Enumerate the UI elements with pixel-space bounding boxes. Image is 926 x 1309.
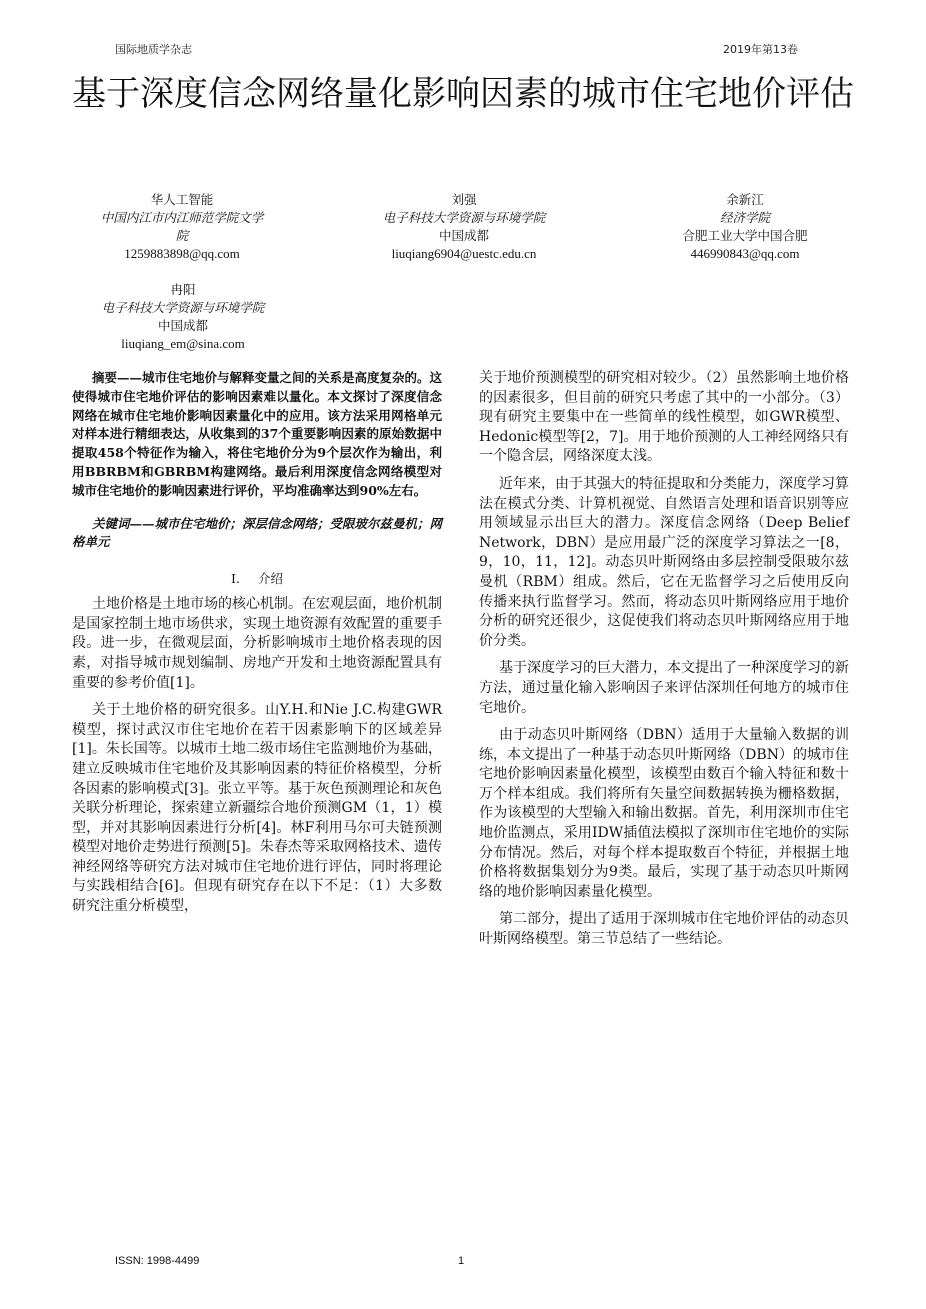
body-paragraph: 第二部分，提出了适用于深圳城市住宅地价评估的动态贝叶斯网络模型。第三节总结了一些结论。 bbox=[479, 911, 849, 948]
author-email: 446990843@qq.com bbox=[690, 246, 800, 261]
author-affiliation: 经济学院 bbox=[719, 210, 770, 225]
author-location: 合肥工业大学中国合肥 bbox=[682, 228, 808, 243]
journal-issue: 2019年第13卷 bbox=[723, 43, 798, 56]
section-number: I. bbox=[231, 571, 240, 587]
body-paragraph: 基于深度学习的巨大潜力，本文提出了一种深度学习的新方法，通过量化输入影响因子来评估深圳任何地方的城市住宅地价。 bbox=[479, 660, 849, 716]
body-paragraph: 近年来，由于其强大的特征提取和分类能力，深度学习算法在模式分类、计算机视觉、自然语言处理和语音识别等应用领域显示出巨大的潜力。深度信念网络（Deep Belief Network，DBN）是应用最广泛的深度学习算法之一[8，9，10，11，12]。动态贝叶斯网络由多层控制受限玻尔兹曼机（RBM）组成。然后，它在无监督学习之后使用反向传播来执行监督学习。然而，将动态贝叶斯网络应用于地价分析的研究还很少，这促使我们将动态贝叶斯网络应用于地价分类。 bbox=[479, 475, 849, 649]
author-name: 华人工智能 bbox=[150, 192, 214, 207]
page-number: 1 bbox=[458, 1255, 465, 1267]
section-title: 介绍 bbox=[257, 571, 283, 587]
abstract: 摘要——城市住宅地价与解释变量之间的关系是高度复杂的。这使得城市住宅地价评估的影响因素难以量化。本文探讨了深度信念网络在城市住宅地价影响因素量化中的应用。该方法采用网格单元对样本进行精细表达，从收集到的37个重要影响因素的原始数据中提取458个特征作为输入，将住宅地价分为9个层次作为输出，利用BBRBM和GBRBM构建网络。最后利用深度信念网络模型对城市住宅地价的影响因素进行评价，平均准确率达到90%左右。 bbox=[72, 370, 443, 498]
body-paragraph: 关于土地价格的研究很多。山Y.H.和Nie J.C.构建GWR模型，探讨武汉市住宅地价在若干因素影响下的区域差异[1]。朱长国等。以城市土地二级市场住宅监测地价为基础，建立反映城市住宅地价及其影响因素的特征价格模型，分析各因素的影响模式[3]。张立平等。基于灰色预测理论和灰色关联分析理论，探索建立新疆综合地价预测GM（1，1）模型，并对其影响因素进行分析[4]。林F利用马尔可夫链预测模型对地价走势进行预测[5]。朱春杰等采取网格技术、遗传神经网络等研究方法对城市住宅地价进行评估，同时将理论与实践相结合[6]。但现有研究存在以下不足：（1）大多数研究注重分析模型， bbox=[72, 702, 442, 915]
author-block bbox=[68, 281, 298, 353]
author-block bbox=[67, 191, 297, 263]
author-block bbox=[349, 191, 579, 263]
author-affiliation: 电子科技大学资源与环境学院 bbox=[382, 210, 546, 225]
paper-title: 基于深度信念网络量化影响因素的城市住宅地价评估 bbox=[72, 74, 854, 114]
author-affiliation: 中国内江市内江师范学院文学院 bbox=[100, 210, 264, 243]
author-location: 中国成都 bbox=[438, 228, 489, 243]
body-paragraph: 关于地价预测模型的研究相对较少。（2）虽然影响土地价格的因素很多，但目前的研究只考虑了其中的一小部分。（3）现有研究主要集中在一些简单的线性模型，如GWR模型、Hedonic模型等[2，7]。用于地价预测的人工神经网络只有一个隐含层，网络深度太浅。 bbox=[479, 370, 849, 465]
author-email: liuqiang6904@uestc.edu.cn bbox=[391, 246, 537, 261]
journal-name: 国际地质学杂志 bbox=[115, 43, 192, 56]
author-affiliation: 电子科技大学资源与环境学院 bbox=[101, 300, 265, 315]
left-column bbox=[72, 369, 442, 925]
author-name: 余新江 bbox=[726, 192, 764, 207]
right-column bbox=[479, 369, 849, 958]
author-email: 1259883898@qq.com bbox=[124, 246, 240, 261]
issn: ISSN: 1998-4499 bbox=[115, 1255, 200, 1267]
author-block bbox=[630, 191, 860, 263]
section-heading bbox=[72, 569, 442, 587]
author-location: 中国成都 bbox=[157, 318, 208, 333]
author-email: liuqiang_em@sina.com bbox=[121, 336, 245, 351]
body-paragraph: 由于动态贝叶斯网络（DBN）适用于大量输入数据的训练，本文提出了一种基于动态贝叶斯网络（DBN）的城市住宅地价影响因素量化模型，该模型由数百个输入特征和数十万个样本组成。我们将所有矢量空间数据转换为栅格数据，作为该模型的大型输入和输出数据。首先，利用深圳市住宅地价监测点，采用IDW插值法模拟了深圳市住宅地价的实际分布情况。然后，对每个样本提取数百个特征，并根据土地价格将数据集划分为9类。最后，实现了基于动态贝叶斯网络的地价影响因素量化模型。 bbox=[479, 727, 849, 900]
body-paragraph: 土地价格是土地市场的核心机制。在宏观层面，地价机制是国家控制土地市场供求，实现土地资源有效配置的重要手段。进一步，在微观层面，分析影响城市土地价格表现的因素，对指导城市规划编制、房地产开发和土地资源配置具有重要的参考价值[1]。 bbox=[72, 596, 442, 691]
author-name: 刘强 bbox=[451, 192, 477, 207]
keywords: 关键词——城市住宅地价；深层信念网络；受限玻尔兹曼机；网格单元 bbox=[72, 515, 443, 550]
author-name: 冉阳 bbox=[170, 282, 196, 297]
